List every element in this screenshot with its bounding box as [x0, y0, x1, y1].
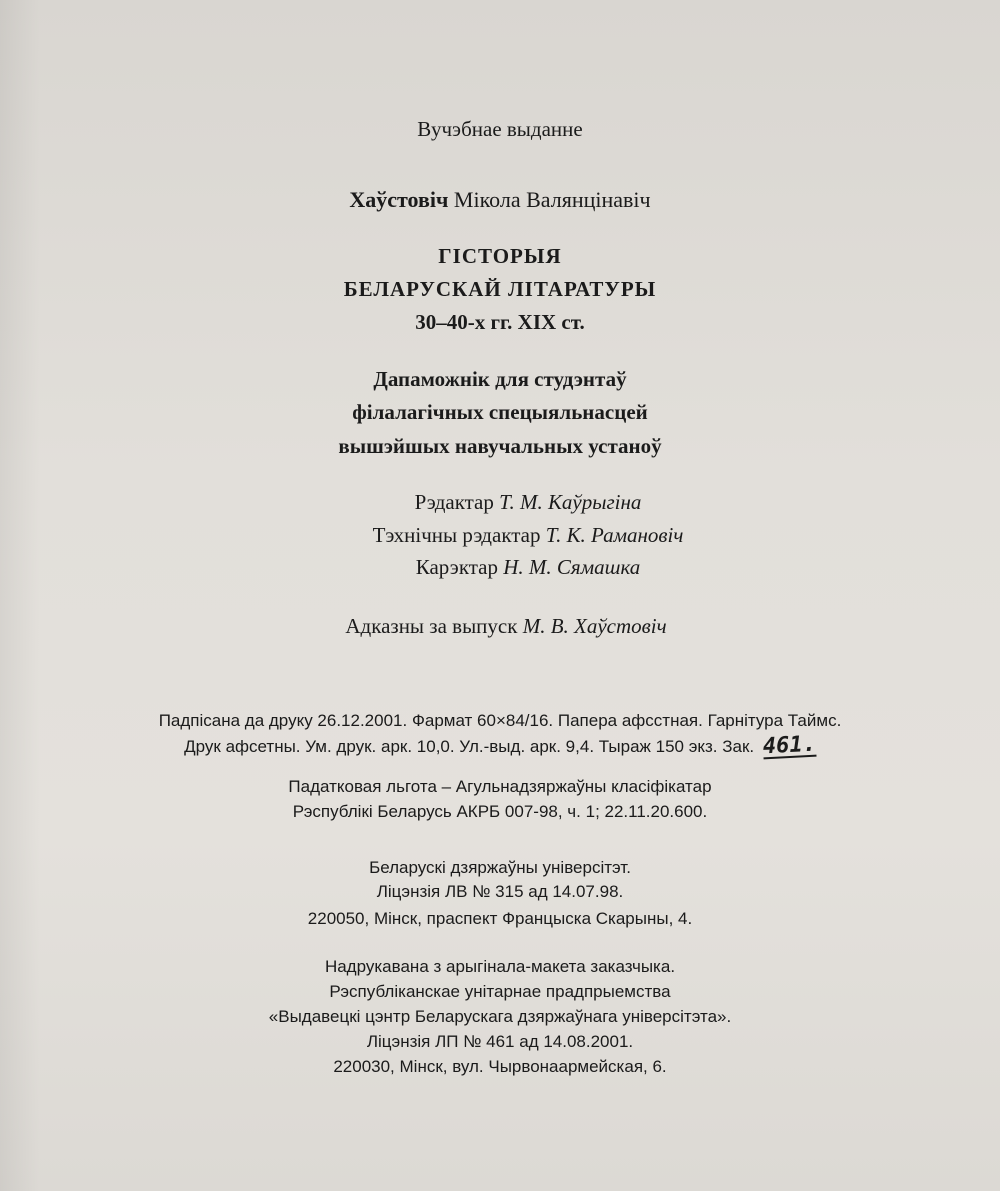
printer-line2: Рэспубліканскае унітарнае прадпрыемства: [329, 982, 671, 1001]
tax-line1: Падатковая льгота – Агульнадзяржаўны класіфікатар: [288, 777, 712, 796]
editor-label: Рэдактар: [414, 490, 494, 514]
tech-editor-credit: [28, 523, 1000, 548]
proofreader-label: Карэктар: [415, 555, 499, 579]
author-line: [0, 187, 1000, 213]
subtitle-line2: філалагічных спецыяльнасцей: [352, 400, 648, 424]
publisher-line1: Беларускі дзяржаўны універсітэт.: [369, 858, 631, 877]
responsible-credit: [6, 614, 1000, 639]
proofreader-name: Н. М. Сямашка: [503, 555, 641, 579]
subtitle-line1: Дапаможнік для студэнтаў: [373, 367, 627, 391]
printer-line3: «Выдавецкі цэнтр Беларускага дзяржаўнага універсітэта».: [268, 1007, 732, 1026]
proofreader-credit: [28, 555, 1000, 580]
subtitle-line3: вышэйшых навучальных устаноў: [338, 434, 662, 458]
printer-line4: Ліцэнзія ЛП № 461 ад 14.08.2001.: [366, 1032, 634, 1051]
tax-line2: Рэспублікі Беларусь АКРБ 007-98, ч. 1; 22.11.20.600.: [292, 802, 708, 821]
responsible-name: М. В. Хаўстовіч: [522, 614, 667, 638]
author-given-name: Мікола Валянцінавіч: [453, 187, 651, 212]
publisher-line3: 220050, Мінск, праспект Францыска Скарыны, 4.: [307, 909, 693, 928]
imprint-line2-text: Друк афсетны. Ум. друк. арк. 10,0. Ул.-выд. арк. 9,4. Тыраж 150 экз. Зак.: [184, 737, 755, 756]
printer-line1: Надрукавана з арыгінала-макета заказчыка.: [324, 957, 676, 976]
book-title-line1: ГІСТОРЫЯ: [438, 244, 562, 268]
tech-editor-name: Т. К. Рамановіч: [545, 523, 684, 547]
author-surname: Хаўстовіч: [349, 187, 449, 212]
imprint-line2: [0, 731, 1000, 760]
book-title-line2: БЕЛАРУСКАЙ ЛІТАРАТУРЫ: [343, 277, 657, 301]
editor-name: Т. М. Каўрыгіна: [499, 490, 642, 514]
edition-type: Вучэбнае выданне: [417, 117, 583, 141]
editor-credit: [28, 490, 1000, 515]
handwritten-order-number: 461.: [762, 731, 817, 760]
imprint-line1: Падпісана да друку 26.12.2001. Фармат 60×84/16. Папера афсстная. Гарнітура Таймс.: [158, 711, 842, 730]
printer-line5: 220030, Мінск, вул. Чырвонаармейская, 6.: [333, 1057, 667, 1076]
publisher-line2: Ліцэнзія ЛВ № 315 ад 14.07.98.: [376, 882, 624, 901]
responsible-label: Адказны за выпуск: [345, 614, 518, 638]
tech-editor-label: Тэхнічны рэдактар: [372, 523, 541, 547]
book-title-line3: 30–40-х гг. XIX ст.: [415, 310, 585, 334]
